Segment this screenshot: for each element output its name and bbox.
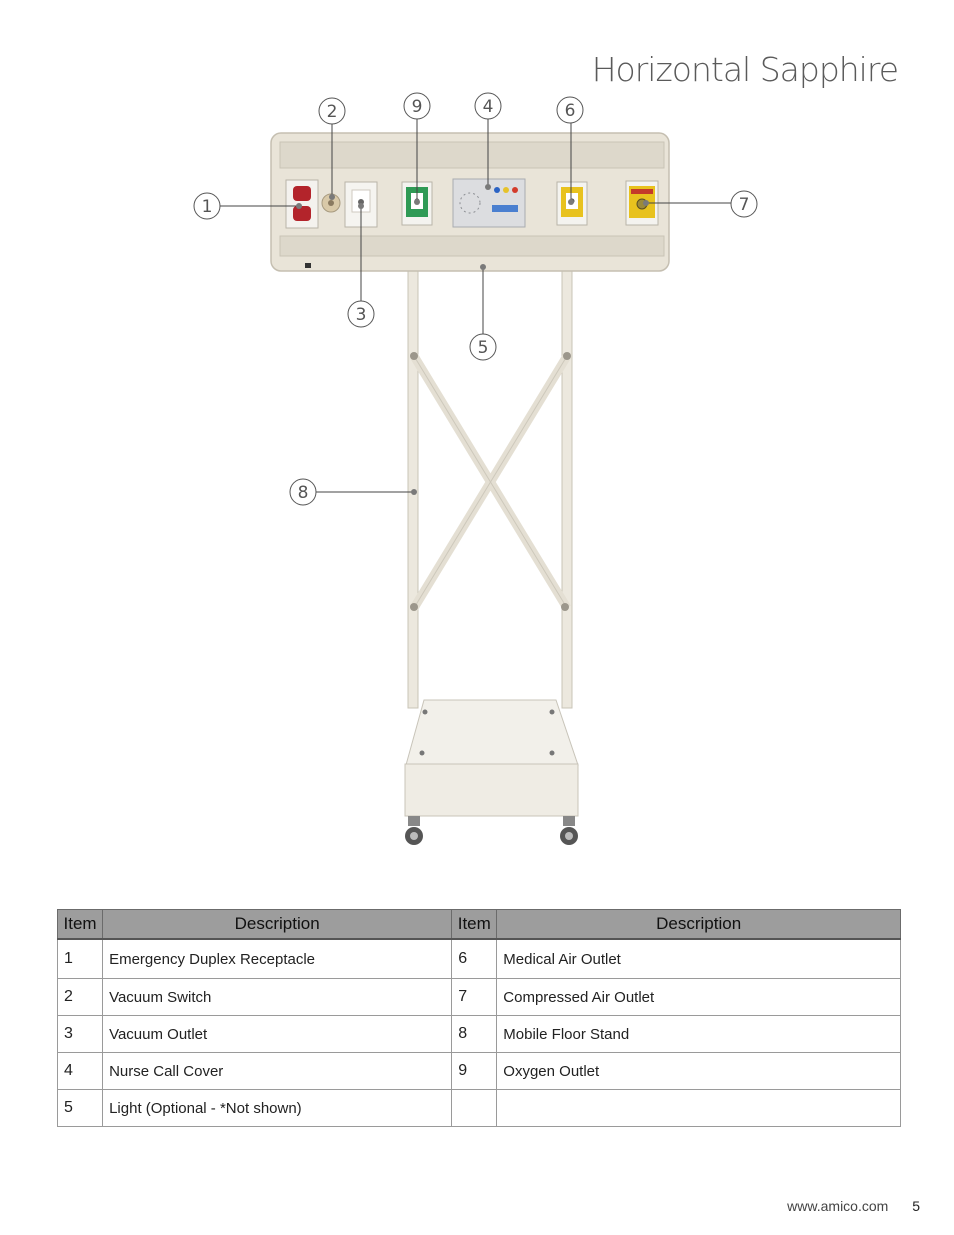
item-number: 8 <box>452 1016 497 1053</box>
bolt <box>410 352 418 360</box>
item-description <box>497 1090 901 1127</box>
right-leg <box>562 268 572 708</box>
item-number: 5 <box>58 1090 103 1127</box>
item-description: Nurse Call Cover <box>103 1053 452 1090</box>
item-description: Medical Air Outlet <box>497 939 901 979</box>
item-description: Vacuum Switch <box>103 979 452 1016</box>
item-description: Mobile Floor Stand <box>497 1016 901 1053</box>
item-number: 1 <box>58 939 103 979</box>
page-number: 5 <box>912 1198 920 1214</box>
item-number <box>452 1090 497 1127</box>
callout-8: 8 <box>297 483 309 503</box>
item-number: 9 <box>452 1053 497 1090</box>
header-item: Item <box>452 910 497 940</box>
table-header-row <box>58 910 901 940</box>
bolt <box>563 352 571 360</box>
caster-left <box>405 816 423 845</box>
item-description: Emergency Duplex Receptacle <box>103 939 452 979</box>
callout-7: 7 <box>738 195 750 215</box>
page-footer <box>787 1198 920 1214</box>
bolt <box>561 603 569 611</box>
header-item: Item <box>58 910 103 940</box>
callout-5: 5 <box>477 338 489 358</box>
page-title: Horizontal Sapphire <box>591 50 898 89</box>
panel-top-rail <box>280 142 664 168</box>
callout-4: 4 <box>482 97 494 117</box>
table-row <box>58 979 901 1016</box>
item-description: Oxygen Outlet <box>497 1053 901 1090</box>
item-number: 3 <box>58 1016 103 1053</box>
item-description: Vacuum Outlet <box>103 1016 452 1053</box>
table-row <box>58 1053 901 1090</box>
emergency-duplex-receptacle <box>286 180 318 228</box>
table-row <box>58 1090 901 1127</box>
item-number: 7 <box>452 979 497 1016</box>
header-description: Description <box>103 910 452 940</box>
callout-3: 3 <box>355 305 367 325</box>
footer-url[interactable]: www.amico.com <box>787 1198 889 1214</box>
header-description: Description <box>497 910 901 940</box>
item-number: 6 <box>452 939 497 979</box>
table-row <box>58 1016 901 1053</box>
base-tray-front <box>405 764 578 816</box>
callout-9: 9 <box>411 97 423 117</box>
callout-1: 1 <box>201 197 213 217</box>
item-number: 4 <box>58 1053 103 1090</box>
caster-right <box>560 816 578 845</box>
callout-6: 6 <box>564 101 576 121</box>
item-number: 2 <box>58 979 103 1016</box>
item-description: Compressed Air Outlet <box>497 979 901 1016</box>
panel-bottom-rail <box>280 236 664 256</box>
left-leg <box>408 268 418 708</box>
table-row <box>58 939 901 979</box>
bolt <box>410 603 418 611</box>
callout-2: 2 <box>326 102 338 122</box>
items-table <box>57 909 901 1127</box>
item-description: Light (Optional - *Not shown) <box>103 1090 452 1127</box>
